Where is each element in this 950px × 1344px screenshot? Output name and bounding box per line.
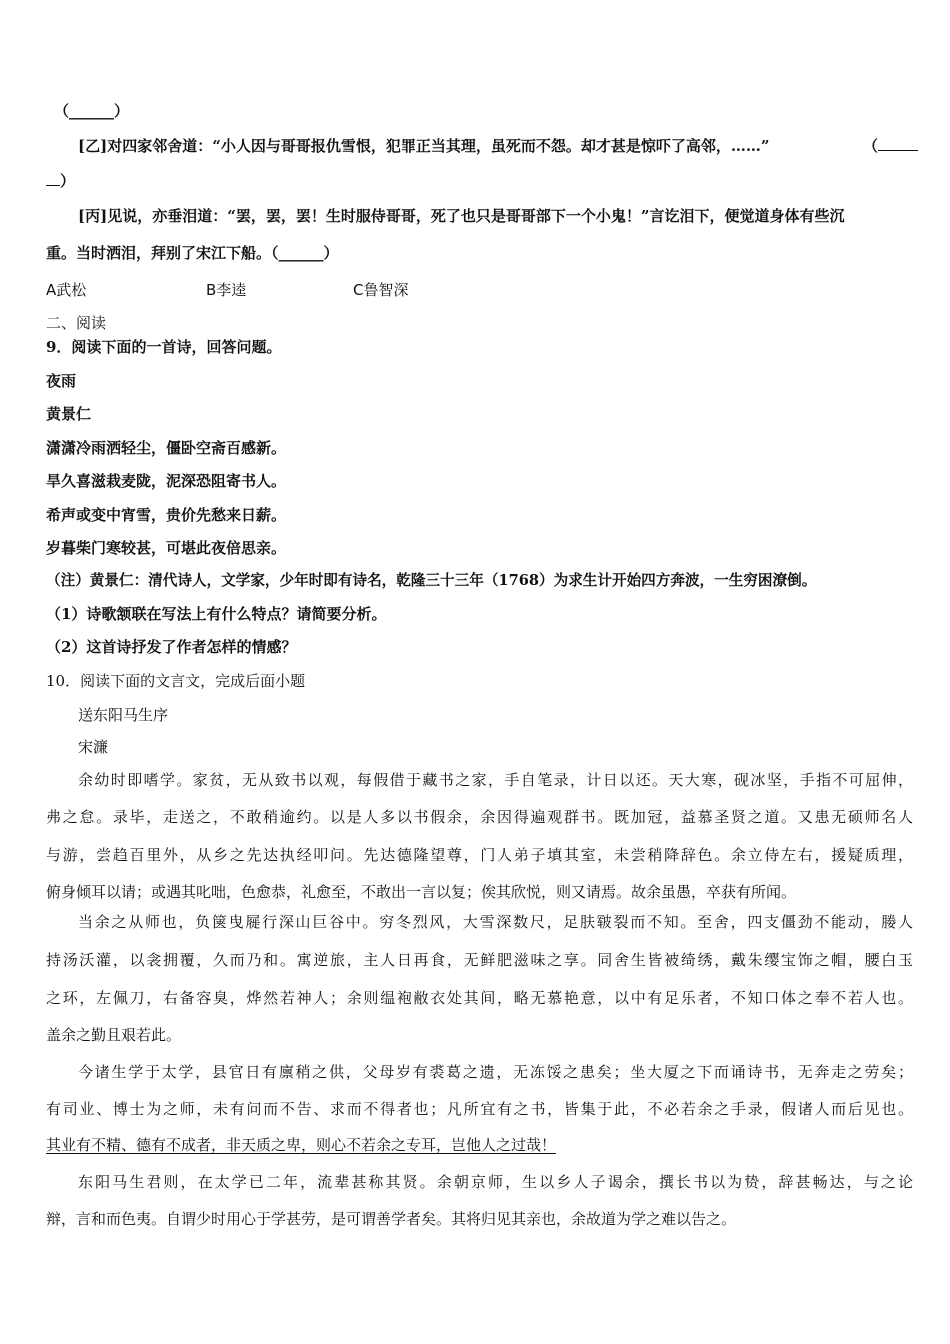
q8-line-a-blank: （______） (54, 102, 130, 120)
section-heading: 二、阅读 (46, 314, 107, 332)
q8-option-a: A武松 (46, 281, 87, 299)
essay-line: 有司业、博士为之师，未有问而不告、求而不得者也；凡所宜有之书，皆集于此，不必若余之手录，假诸人而后见也。 (46, 1100, 913, 1118)
essay-line: 辩，言和而色夷。自谓少时用心于学甚劳，是可谓善学者矣。其将归见其亲也，余故道为学之难以告之。 (46, 1210, 737, 1228)
poet-name: 黄景仁 (46, 405, 92, 423)
q8-line-c2: 重。当时洒泪，拜别了宋江下船。（______） (46, 244, 339, 262)
essay-line: 与游，尝趋百里外，从乡之先达执经叩问。先达德隆望尊，门人弟子填其室，未尝稍降辞色。余立侍左右，援疑质理， (46, 846, 913, 864)
poem-line: 潇潇冷雨洒轻尘，僵卧空斋百感新。 (46, 439, 287, 457)
q10-stem: 10．阅读下面的文言文，完成后面小题 (46, 672, 306, 690)
q9-sub1: （1）诗歌颔联在写法上有什么特点？请简要分析。 (46, 605, 387, 623)
essay-line: 当余之从师也，负箧曳屣行深山巨谷中。穷冬烈风，大雪深数尺，足肤皲裂而不知。至舍，四支僵劲不能动，媵人 (78, 913, 913, 931)
poem-line: 旱久喜滋栽麦陇，泥深恐阻寄书人。 (46, 472, 287, 490)
essay-title: 送东阳马生序 (78, 706, 169, 724)
essay-line: 东阳马生君则，在太学已二年，流辈甚称其贤。余朝京师，生以乡人子谒余，撰长书以为贽，辞甚畅达，与之论 (78, 1173, 913, 1191)
q8-option-c: C鲁智深 (353, 281, 409, 299)
essay-line: 盖余之勤且艰若此。 (46, 1026, 182, 1044)
essay-line-underlined: 其业有不精、德有不成者，非天质之卑，则心不若余之专耳，岂他人之过哉！ (46, 1136, 557, 1154)
poem-title: 夜雨 (46, 372, 77, 390)
q8-line-b-blank-open (863, 136, 918, 156)
q8-line-b (78, 136, 769, 156)
q8-line-b-text: [乙]对四家邻舍道：“小人因与哥哥报仇雪恨，犯罪正当其理，虽死而不怨。却才甚是惊吓了高邻，……” (78, 137, 770, 155)
q9-stem: 9．阅读下面的一首诗，回答问题。 (46, 338, 282, 356)
q8-option-b: B李逵 (206, 281, 247, 299)
poem-line: 希声或变中宵雪，贵价先愁来日薪。 (46, 506, 287, 524)
essay-author: 宋濂 (78, 738, 109, 756)
q8-line-b-cont (46, 171, 75, 191)
q9-sub2: （2）这首诗抒发了作者怎样的情感？ (46, 638, 297, 656)
essay-line: 弗之怠。录毕，走送之，不敢稍逾约。以是人多以书假余，余因得遍观群书。既加冠，益慕圣贤之道。又患无硕师名人 (46, 808, 913, 826)
essay-line: 之环，左佩刀，右备容臭，烨然若神人；余则缊袍敝衣处其间，略无慕艳意，以中有足乐者，不知口体之奉不若人也。 (46, 989, 913, 1007)
q8-line-c1: [丙]见说，亦垂泪道：“罢，罢，罢！生时服侍哥哥，死了也只是哥哥部下一个小鬼！”言讫泪下，便觉道身体有些沉 (78, 207, 845, 225)
essay-line: 持汤沃灌，以衾拥覆，久而乃和。寓逆旅，主人日再食，无鲜肥滋味之享。同舍生皆被绮绣，戴朱缨宝饰之帽，腰白玉 (46, 951, 913, 969)
essay-line: 俯身倾耳以请；或遇其叱咄，色愈恭，礼愈至，不敢出一言以复；俟其欣悦，则又请焉。故余虽愚，卒获有所闻。 (46, 883, 797, 901)
poem-line: 岁暮柴门寒较甚，可堪此夜倍思亲。 (46, 539, 287, 557)
essay-line: 今诸生学于太学，县官日有廪稍之供，父母岁有裘葛之遗，无冻馁之患矣；坐大厦之下而诵诗书，无奔走之劳矣； (78, 1063, 913, 1081)
q8-line-b-close: ） (60, 172, 76, 190)
poem-note: （注）黄景仁：清代诗人，文学家，少年时即有诗名，乾隆三十三年（1768）为求生计开始四方奔波，一生穷困潦倒。 (46, 572, 817, 589)
answer-blank[interactable] (878, 136, 918, 151)
essay-line: 余幼时即嗜学。家贫，无从致书以观，每假借于藏书之家，手自笔录，计日以还。天大寒，砚冰坚，手指不可屈伸， (78, 771, 913, 789)
answer-blank-cont[interactable] (46, 171, 60, 186)
q8-line-b-paren: （ (863, 137, 879, 155)
